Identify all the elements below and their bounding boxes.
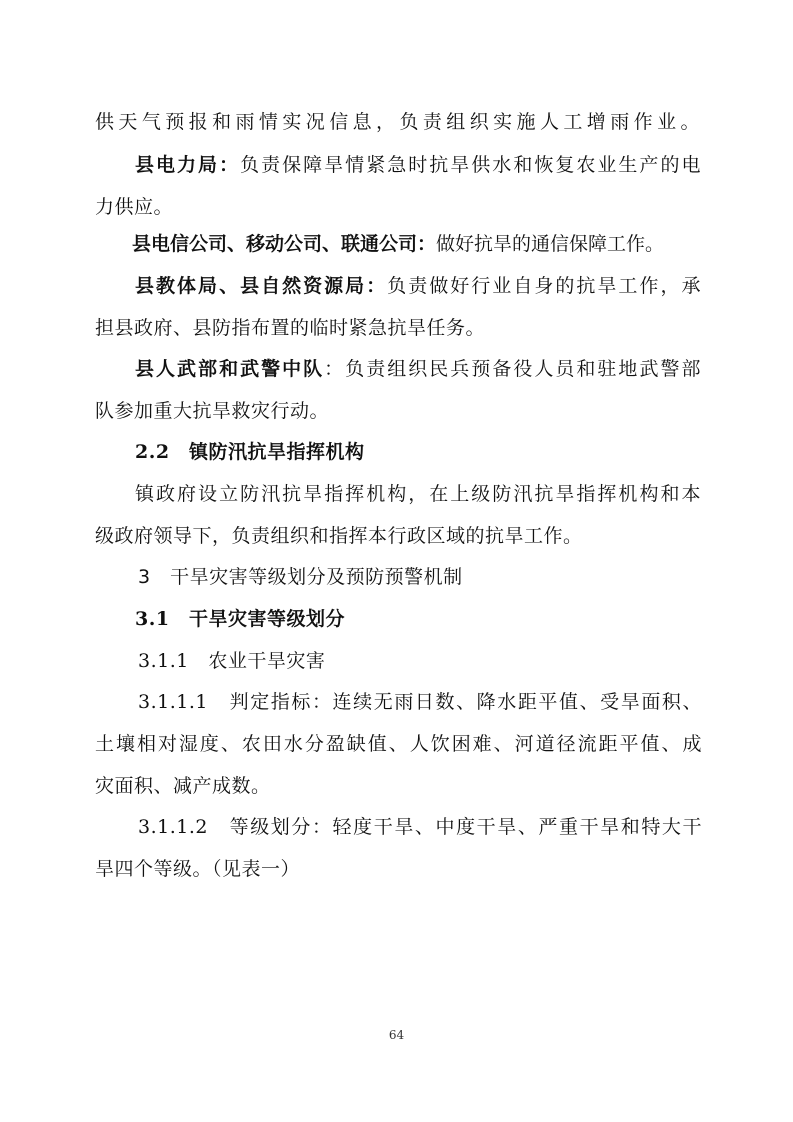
heading-text: 2.2 镇防汛抗旱指挥机构 bbox=[135, 441, 365, 463]
section-heading-3 bbox=[138, 562, 793, 592]
paragraph-line bbox=[95, 729, 702, 759]
paragraph-grades bbox=[138, 812, 702, 842]
paragraph-town-command bbox=[135, 479, 701, 509]
text-segment: 土壤相对湿度、农田水分盈缺值、人饮困难、河道径流距平值、成 bbox=[95, 733, 702, 755]
paragraph-indicators bbox=[138, 687, 702, 717]
text-segment: 灾面积、减产成数。 bbox=[95, 775, 271, 797]
text-segment: 力供应。 bbox=[95, 196, 174, 218]
entity-label: 县电信公司、移动公司、联通公司： bbox=[132, 233, 437, 255]
paragraph-line bbox=[95, 192, 793, 222]
paragraph-line bbox=[95, 771, 793, 801]
text-segment: 供天气预报和雨情实况信息，负责组织实施人工增雨作业。 bbox=[95, 111, 700, 133]
heading-text: 3.1 干旱灾害等级划分 bbox=[135, 608, 346, 630]
paragraph-telecom bbox=[132, 229, 702, 259]
text-segment: 旱四个等级。（见表一） bbox=[95, 858, 301, 880]
text-segment: ：负责组织民兵预备役人员和驻地武警部 bbox=[324, 358, 701, 380]
paragraph-line bbox=[95, 854, 793, 884]
page-number: 64 bbox=[388, 1028, 405, 1042]
entity-label: 县电力局： bbox=[135, 154, 241, 176]
section-heading-3-1 bbox=[135, 604, 793, 634]
paragraph-electric-bureau bbox=[135, 150, 701, 180]
text-segment: 队参加重大抗旱救灾行动。 bbox=[95, 400, 330, 422]
text-segment: 负责保障旱情紧急时抗旱供水和恢复农业生产的电 bbox=[240, 154, 701, 176]
paragraph-education bbox=[135, 271, 701, 301]
text-segment: 3.1.1.2 等级划分：轻度干旱、中度干旱、严重干旱和特大干 bbox=[138, 816, 702, 838]
text-segment: 担县政府、县防指布置的临时紧急抗旱任务。 bbox=[95, 317, 486, 339]
text-segment: 级政府领导下，负责组织和指挥本行政区域的抗旱工作。 bbox=[95, 525, 583, 547]
paragraph-line bbox=[95, 313, 793, 343]
entity-label: 县人武部和武警中队 bbox=[135, 358, 325, 380]
paragraph-line bbox=[95, 521, 793, 551]
paragraph-line bbox=[95, 107, 700, 137]
section-heading-3-1-1 bbox=[138, 646, 793, 676]
text-segment: 镇政府设立防汛抗旱指挥机构，在上级防汛抗旱指挥机构和本 bbox=[135, 483, 701, 505]
heading-text: 3.1.1 农业干旱灾害 bbox=[138, 650, 326, 672]
paragraph-line bbox=[95, 396, 793, 426]
heading-text: 3 干旱灾害等级划分及预防预警机制 bbox=[138, 566, 463, 588]
text-segment: 3.1.1.1 判定指标：连续无雨日数、降水距平值、受旱面积、 bbox=[138, 691, 702, 713]
paragraph-armed-forces bbox=[135, 354, 701, 384]
entity-label: 县教体局、县自然资源局： bbox=[135, 275, 388, 297]
text-segment: 做好抗旱的通信保障工作。 bbox=[436, 233, 665, 255]
section-heading-2-2 bbox=[135, 437, 793, 467]
text-segment: 负责做好行业自身的抗旱工作，承 bbox=[387, 275, 701, 297]
